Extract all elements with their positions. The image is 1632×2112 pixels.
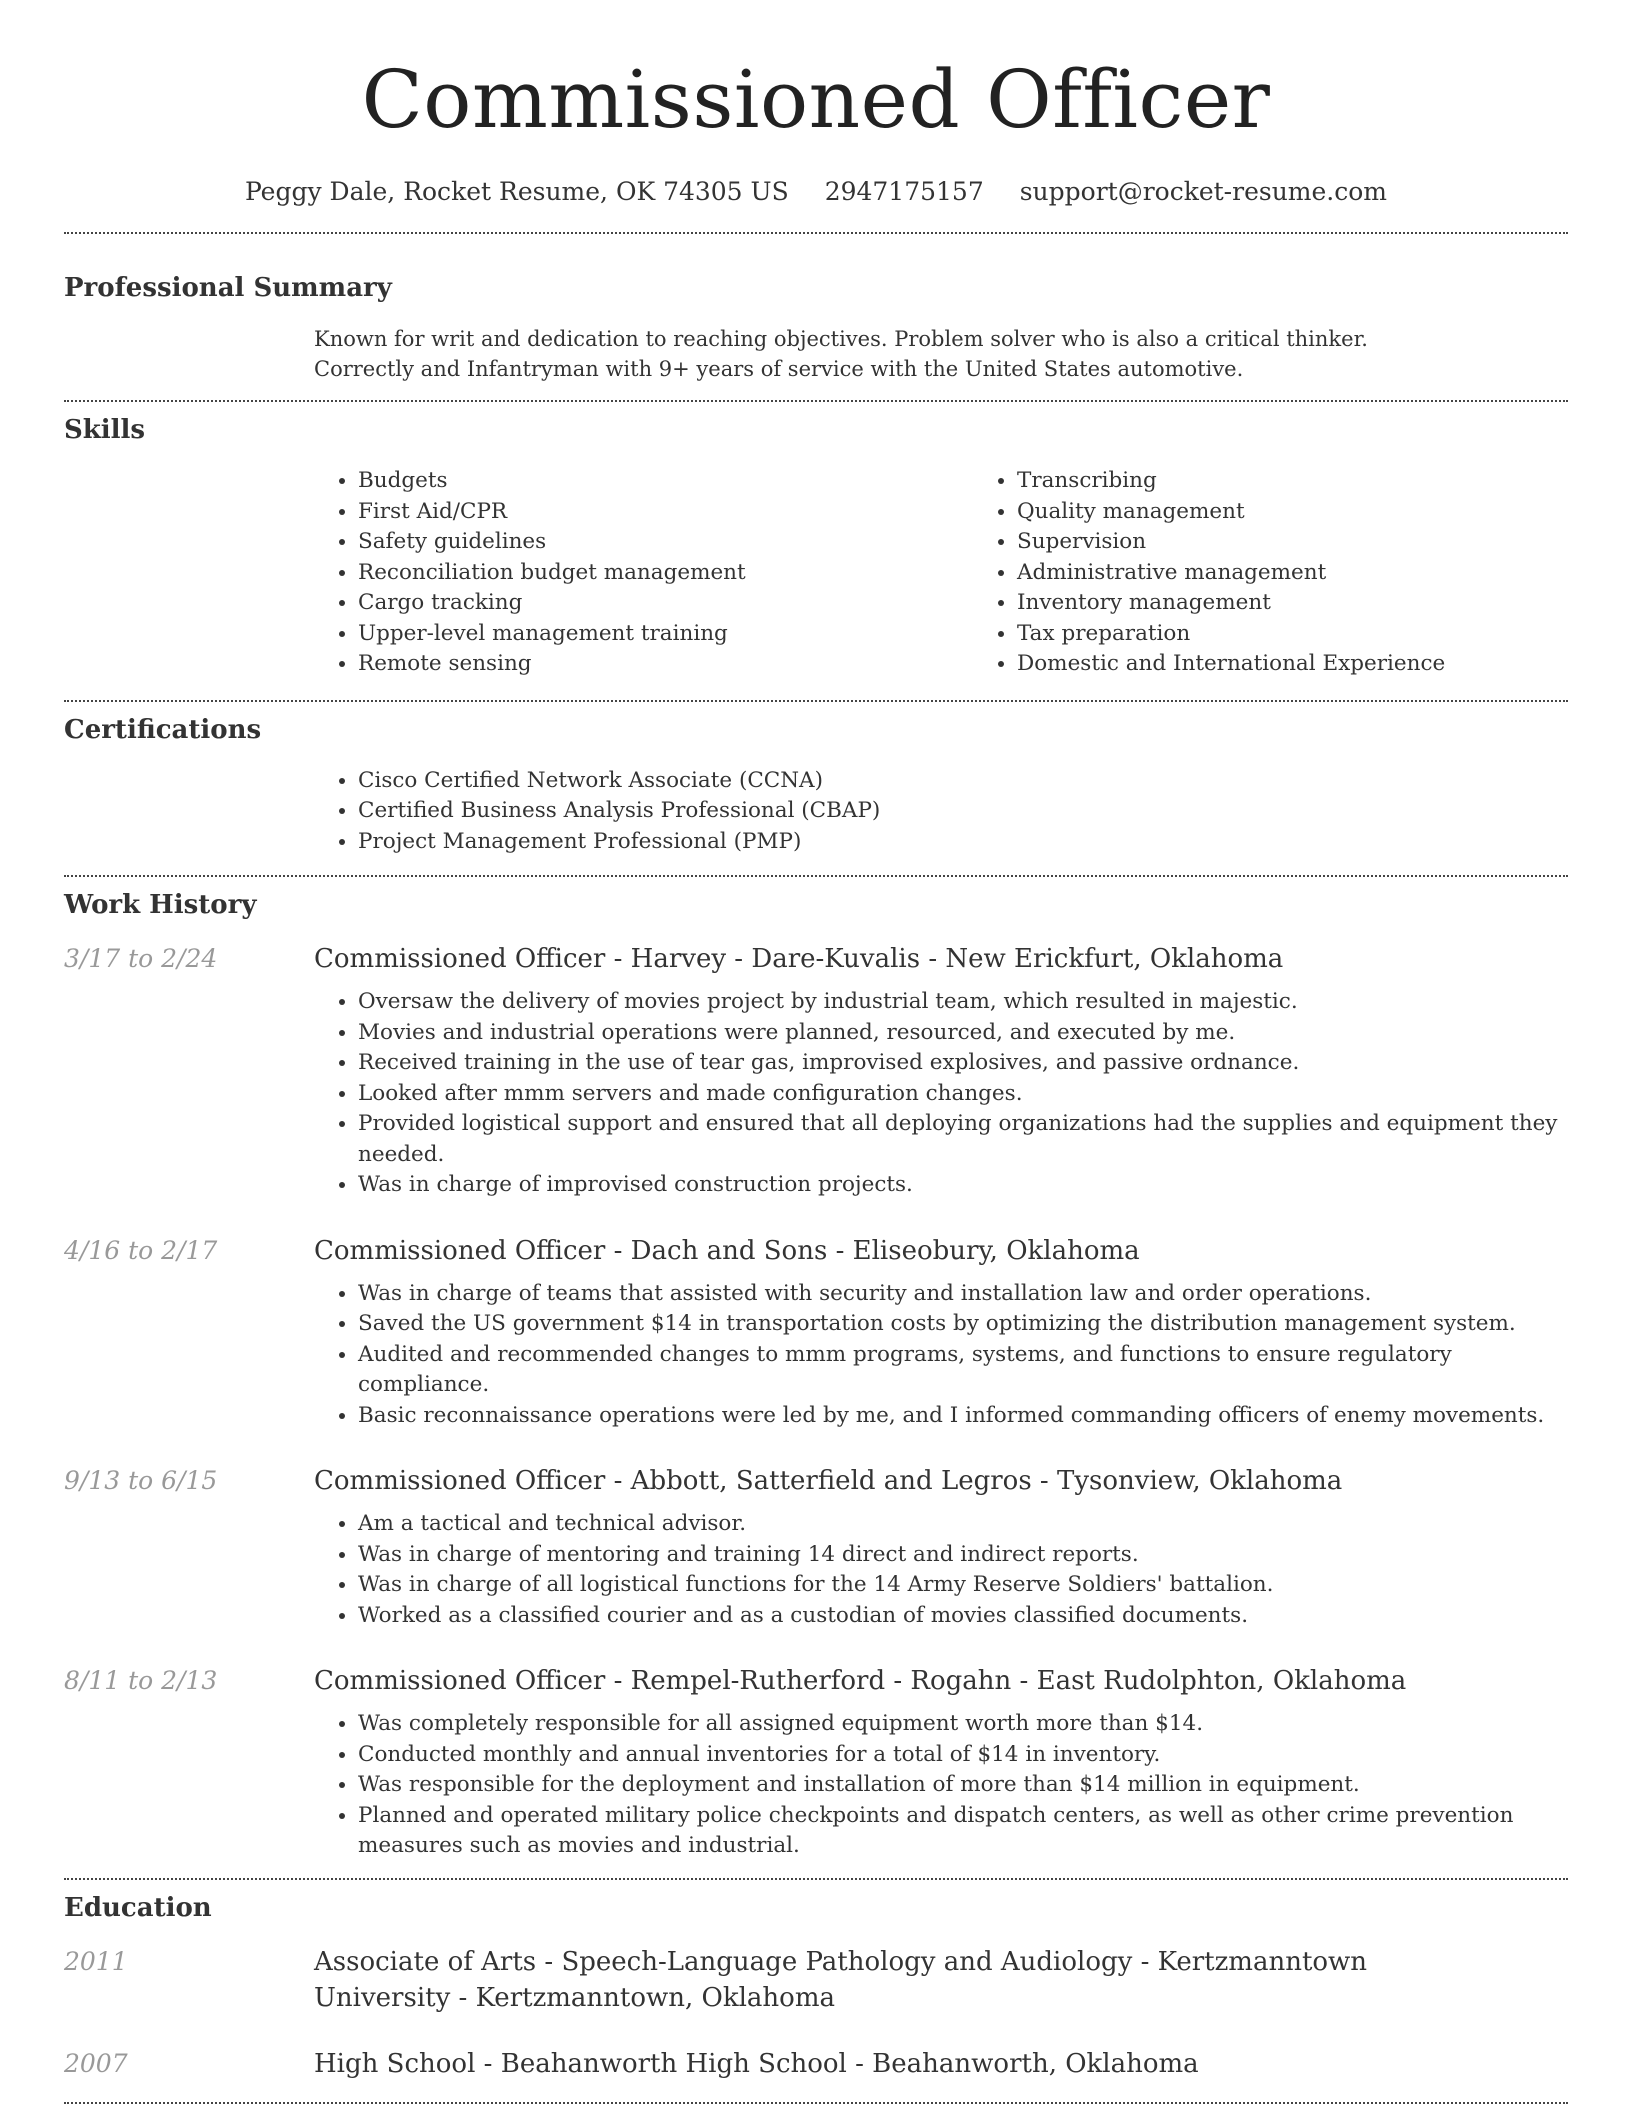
job-bullet: • Basic reconnaissance operations were led by me, and I informed commanding officers of enemy movements. bbox=[358, 1401, 1568, 1432]
job-entry bbox=[64, 1663, 1568, 1862]
job-date: 9/13 to 6/15 bbox=[64, 1466, 218, 1495]
divider bbox=[64, 2102, 1568, 2104]
section-title-certifications: Certifications bbox=[64, 714, 262, 745]
education-date: 2011 bbox=[64, 1946, 128, 1976]
summary-section bbox=[64, 234, 1568, 384]
job-bullet: • Was in charge of improvised construction projects. bbox=[358, 1170, 1568, 1201]
job-details: - Dach and Sons - Eliseobury, Oklahoma bbox=[613, 1235, 1140, 1266]
certifications-list bbox=[314, 766, 1568, 858]
job-details: - Abbott, Satterfield and Legros - Tysonview, Oklahoma bbox=[613, 1466, 1343, 1496]
job-title: Commissioned Officer bbox=[314, 944, 606, 974]
job-bullet: • Provided logistical support and ensured that all deploying organizations had the supplies and equipment they needed. bbox=[358, 1109, 1568, 1170]
job-details: - Harvey - Dare-Kuvalis - New Erickfurt, Oklahoma bbox=[613, 944, 1284, 974]
job-title: Commissioned Officer bbox=[314, 1235, 606, 1266]
skills-section bbox=[64, 402, 1568, 680]
job-entry bbox=[64, 1233, 1568, 1432]
job-bullet: • Conducted monthly and annual inventories for a total of $14 in inventory. bbox=[358, 1740, 1568, 1771]
job-bullet: • Received training in the use of tear gas, improvised explosives, and passive ordnance. bbox=[358, 1048, 1568, 1079]
skill-item: • Supervision bbox=[1017, 527, 1632, 558]
skill-item: • Cargo tracking bbox=[358, 588, 973, 619]
contact-phone: 2947175157 bbox=[824, 177, 984, 206]
certification-item: • Certified Business Analysis Professional (CBAP) bbox=[358, 796, 1568, 827]
job-date: 8/11 to 2/13 bbox=[64, 1666, 218, 1695]
job-heading bbox=[314, 1663, 1568, 1699]
job-bullets bbox=[314, 1279, 1568, 1432]
job-details: - Rempel-Rutherford - Rogahn - East Rudolphton, Oklahoma bbox=[613, 1666, 1407, 1696]
job-bullet: • Am a tactical and technical advisor. bbox=[358, 1509, 1342, 1540]
education-degree: High School bbox=[314, 2048, 476, 2079]
job-title: Commissioned Officer bbox=[314, 1666, 606, 1696]
job-bullet: • Movies and industrial operations were planned, resourced, and executed by me. bbox=[358, 1018, 1568, 1049]
certification-item: • Cisco Certified Network Associate (CCNA) bbox=[358, 766, 1568, 797]
education-heading bbox=[314, 2046, 1199, 2082]
education-entry bbox=[64, 1944, 1568, 2016]
job-bullet: • Planned and operated military police checkpoints and dispatch centers, as well as other crime prevention measures such as movies and industrial. bbox=[358, 1801, 1568, 1862]
education-degree: Associate of Arts bbox=[314, 1946, 537, 1977]
skills-list-left bbox=[314, 466, 973, 680]
job-bullet: • Was responsible for the deployment and installation of more than $14 million in equipment. bbox=[358, 1770, 1568, 1801]
skill-item: • First Aid/CPR bbox=[358, 497, 973, 528]
job-entry bbox=[64, 1463, 1568, 1631]
job-content bbox=[314, 1663, 1568, 1862]
skill-item: • Domestic and International Experience bbox=[1017, 649, 1632, 680]
education-entry bbox=[64, 2046, 1568, 2082]
certifications-list-wrap bbox=[314, 766, 1568, 858]
job-entry bbox=[64, 941, 1568, 1201]
job-title: Commissioned Officer bbox=[314, 1466, 606, 1496]
page-title: Commissioned Officer bbox=[361, 53, 1271, 146]
certifications-section bbox=[64, 702, 1568, 858]
contact-line bbox=[64, 176, 1568, 208]
job-heading bbox=[314, 1463, 1342, 1499]
skill-item: • Safety guidelines bbox=[358, 527, 973, 558]
job-date: 3/17 to 2/24 bbox=[64, 944, 218, 973]
job-bullet: • Was in charge of teams that assisted with security and installation law and order operations. bbox=[358, 1279, 1568, 1310]
skill-item: • Reconciliation budget management bbox=[358, 558, 973, 589]
section-title-summary: Professional Summary bbox=[64, 273, 392, 303]
skill-item: • Tax preparation bbox=[1017, 619, 1632, 650]
job-content bbox=[314, 941, 1568, 1201]
job-bullets bbox=[314, 1709, 1568, 1862]
job-bullet: • Audited and recommended changes to mmm programs, systems, and functions to ensure regulatory compliance. bbox=[358, 1340, 1568, 1401]
work-history-section bbox=[64, 877, 1568, 1862]
education-details: - Speech-Language Pathology and Audiology - Kertzmanntown University - Kertzmanntown, Oklahoma bbox=[314, 1946, 1368, 2013]
job-bullet: • Was in charge of all logistical functions for the 14 Army Reserve Soldiers' battalion. bbox=[358, 1570, 1342, 1601]
skills-list-right bbox=[973, 466, 1632, 680]
job-bullet: • Saved the US government $14 in transportation costs by optimizing the distribution management system. bbox=[358, 1309, 1568, 1340]
section-title-work-history: Work History bbox=[64, 890, 257, 920]
skill-item: • Upper-level management training bbox=[358, 619, 973, 650]
education-section bbox=[64, 1880, 1568, 2082]
section-title-education: Education bbox=[64, 1892, 212, 1923]
education-date: 2007 bbox=[64, 2048, 128, 2078]
skill-item: • Budgets bbox=[358, 466, 973, 497]
skill-item: • Quality management bbox=[1017, 497, 1632, 528]
job-heading bbox=[314, 941, 1568, 977]
skills-columns bbox=[314, 466, 1568, 680]
job-bullet: • Oversaw the delivery of movies project by industrial team, which resulted in majestic. bbox=[358, 987, 1568, 1018]
contact-email: support@rocket-resume.com bbox=[1019, 177, 1388, 206]
certification-item: • Project Management Professional (PMP) bbox=[358, 827, 1568, 858]
skill-item: • Transcribing bbox=[1017, 466, 1632, 497]
job-bullets bbox=[314, 1509, 1342, 1631]
resume-header bbox=[64, 0, 1568, 208]
job-bullet: • Worked as a classified courier and as a custodian of movies classified documents. bbox=[358, 1601, 1342, 1632]
job-heading bbox=[314, 1233, 1568, 1269]
job-bullet: • Looked after mmm servers and made configuration changes. bbox=[358, 1079, 1568, 1110]
job-content bbox=[314, 1463, 1342, 1631]
skill-item: • Administrative management bbox=[1017, 558, 1632, 589]
job-bullet: • Was completely responsible for all assigned equipment worth more than $14. bbox=[358, 1709, 1568, 1740]
job-bullet: • Was in charge of mentoring and training 14 direct and indirect reports. bbox=[358, 1540, 1342, 1571]
education-details: - Beahanworth High School - Beahanworth, Oklahoma bbox=[483, 2048, 1199, 2079]
skill-item: • Remote sensing bbox=[358, 649, 973, 680]
job-content bbox=[314, 1233, 1568, 1432]
contact-address: Peggy Dale, Rocket Resume, OK 74305 US bbox=[244, 177, 789, 206]
job-bullets bbox=[314, 987, 1568, 1201]
education-heading bbox=[314, 1944, 1414, 2016]
job-date: 4/16 to 2/17 bbox=[64, 1235, 218, 1265]
section-title-skills: Skills bbox=[64, 415, 146, 445]
skill-item: • Inventory management bbox=[1017, 588, 1632, 619]
summary-text: Known for writ and dedication to reaching objectives. Problem solver who is also a critical thinker. Correctly and Infantryman with 9+ years of service with the United States automotive. bbox=[314, 327, 1368, 381]
